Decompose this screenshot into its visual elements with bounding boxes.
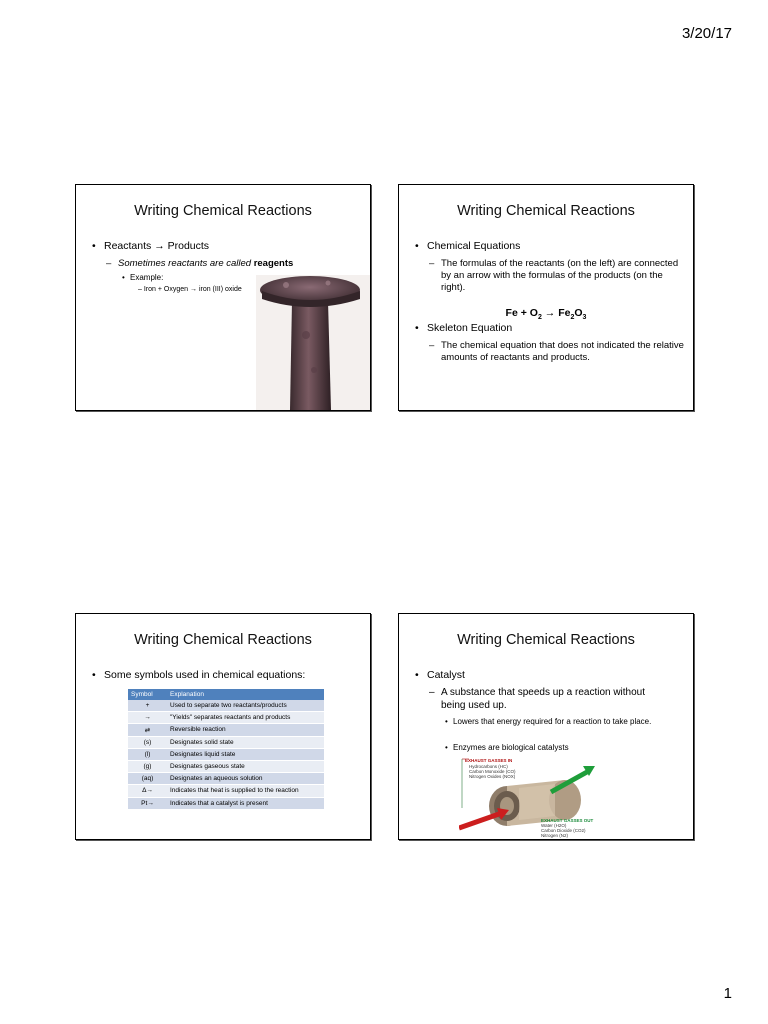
subscript: 2 (570, 314, 575, 322)
dash-marker: – (138, 286, 142, 293)
bullet-catalyst: • Catalyst (427, 669, 465, 682)
header-symbol: Symbol (128, 689, 167, 700)
symbol-cell: Δ→ (128, 785, 167, 797)
dash-marker: – (429, 340, 435, 351)
symbol-cell: (g) (128, 760, 167, 772)
table-header-row (128, 689, 324, 700)
equation-product-fe: Fe (558, 307, 571, 319)
arrow-icon: → (541, 307, 559, 319)
sub-bullet-formulas (429, 258, 685, 294)
exhaust-out-row: Water (H2O) (541, 823, 567, 828)
header-explanation: Explanation (167, 689, 324, 700)
explanation-cell: Designates solid state (167, 736, 324, 748)
slide-thumbnail-4[interactable] (398, 613, 694, 840)
explanation-cell: "Yields" separates reactants and products (167, 712, 324, 724)
exhaust-out-row: Carbon Dioxide (CO2) (541, 828, 586, 833)
sub-bullet-skeleton (429, 340, 685, 364)
symbol-cell: (aq) (128, 773, 167, 785)
symbol-cell: + (128, 700, 167, 712)
table-row (128, 724, 324, 736)
subscript: 2 (537, 314, 542, 322)
example-equation (138, 285, 242, 294)
table-row (128, 773, 324, 785)
table-row (128, 736, 324, 748)
formulas-text: The formulas of the reactants (on the left) are connected by an arrow with the formulas of the products (on the right). (441, 258, 679, 293)
products-text: Products (167, 240, 210, 252)
table-row (128, 700, 324, 712)
slide-thumbnail-1[interactable] (75, 184, 371, 411)
symbol-cell: (s) (128, 736, 167, 748)
table-row (128, 797, 324, 809)
arrow-icon: → (154, 240, 165, 252)
explanation-cell: Used to separate two reactants/products (167, 700, 324, 712)
iron-oxygen-text: Iron + Oxygen (143, 286, 189, 293)
sub-bullet-catalyst-definition (429, 686, 671, 712)
slide-title: Writing Chemical Reactions (457, 203, 635, 219)
exhaust-out-row: Nitrogen (N2) (541, 833, 569, 838)
catalytic-converter-image (459, 756, 623, 838)
dash-marker: – (106, 258, 112, 269)
bullet-chemical-equations: • Chemical Equations (427, 240, 520, 253)
exhaust-out-title: EXHAUST GASSES OUT (541, 818, 594, 823)
symbol-cell: Pt→ (128, 797, 167, 809)
iron-oxide-equation (399, 307, 693, 321)
explanation-cell: Reversible reaction (167, 724, 324, 736)
exhaust-in-row: Nitrogen Oxides (NOX) (469, 774, 516, 779)
sub-bullet-enzymes: • Enzymes are biological catalysts (453, 743, 673, 753)
slide-title: Writing Chemical Reactions (457, 632, 635, 648)
slide-thumbnail-2[interactable] (398, 184, 694, 411)
skeleton-text: The chemical equation that does not indicated the relative amounts of reactants and products. (441, 340, 684, 363)
explanation-cell: Designates gaseous state (167, 760, 324, 772)
symbol-cell: → (128, 712, 167, 724)
iron-oxide-text: iron (III) oxide (198, 286, 242, 293)
table-row (128, 748, 324, 760)
symbol-cell: (l) (128, 748, 167, 760)
bullet-skeleton-equation: • Skeleton Equation (427, 322, 512, 335)
explanation-cell: Indicates that heat is supplied to the reaction (167, 785, 324, 797)
subscript: 3 (582, 314, 587, 322)
table-row (128, 785, 324, 797)
reactants-text: Reactants (104, 240, 152, 252)
reagents-italic-text: Sometimes reactants are called (118, 258, 252, 269)
equation-reactants: Fe + O (505, 307, 538, 319)
explanation-cell: Indicates that a catalyst is present (167, 797, 324, 809)
sub-bullet-reagents (106, 258, 294, 270)
bullet-symbols: • Some symbols used in chemical equations: (104, 669, 305, 682)
page-date: 3/20/17 (681, 25, 732, 42)
explanation-cell: Designates liquid state (167, 748, 324, 760)
slide-thumbnail-3[interactable] (75, 613, 371, 840)
exhaust-in-title: EXHAUST GASSES IN (465, 758, 513, 763)
arrow-icon: → (189, 286, 197, 293)
dash-marker: – (429, 258, 435, 269)
page-number: 1 (723, 985, 732, 1002)
sub-bullet-example: • Example: (130, 273, 163, 283)
rusty-nail-image (256, 275, 370, 410)
symbols-table (128, 689, 324, 810)
symbol-cell: ⇄ (128, 724, 167, 736)
table-row (128, 760, 324, 772)
equation-product-o: O (574, 307, 583, 319)
catalyst-definition-text: A substance that speeds up a reaction without being used up. (441, 687, 646, 711)
table-row (128, 712, 324, 724)
dash-marker: – (429, 687, 435, 698)
exhaust-in-row: Hydrocarbons (HC) (469, 764, 508, 769)
bullet-reactants-products (104, 240, 209, 253)
slide-title: Writing Chemical Reactions (134, 203, 312, 219)
slide-title: Writing Chemical Reactions (134, 632, 312, 648)
sub-bullet-lowers-energy: • Lowers that energy required for a reaction to take place. (453, 717, 673, 727)
explanation-cell: Designates an aqueous solution (167, 773, 324, 785)
reagents-bold-text: reagents (253, 258, 294, 269)
exhaust-in-row: Carbon Monoxide (CO) (469, 769, 516, 774)
